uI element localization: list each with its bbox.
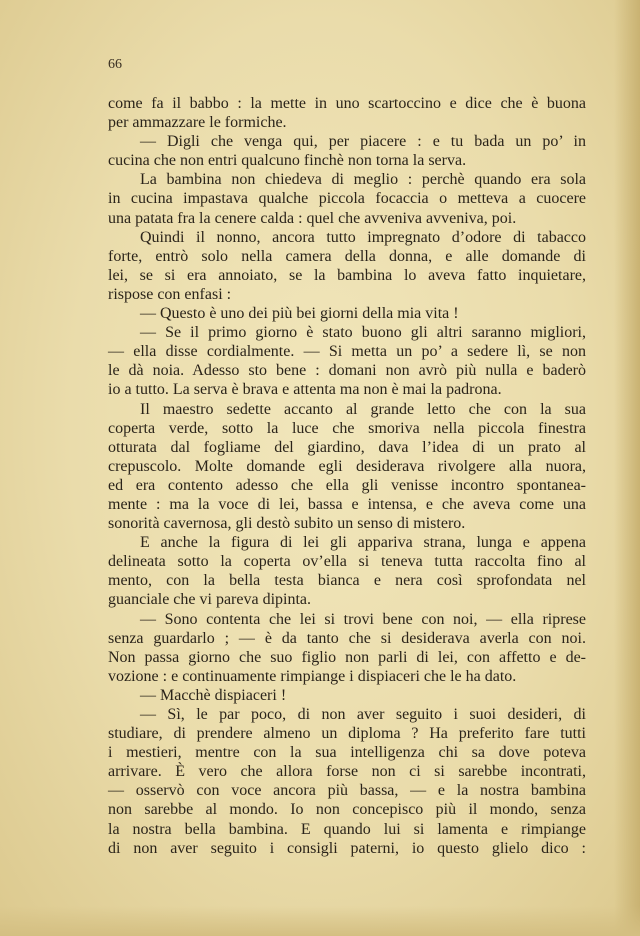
page-number: 66: [108, 57, 122, 72]
text-line: delineata sotto la coperta ov’ella si teneva tutta raccolta fino al: [108, 553, 586, 571]
text-line: — ella disse cordialmente. — Si metta un po’ a sedere lì, se non: [108, 343, 586, 361]
text-line: di non aver seguito i consigli paterni, io questo glielo dico :: [108, 839, 586, 857]
text-line: — Sono contenta che lei si trovi bene con noi, — ella riprese: [140, 610, 586, 628]
text-line: crepuscolo. Molte domande egli desiderava rivolgere alla nuora,: [108, 457, 586, 475]
text-line: la nostra bella bambina. E quando lui si lamenta e rimpiange: [108, 820, 586, 838]
text-line: una patata fra la cenere calda : quel che avveniva avveniva, poi.: [108, 209, 517, 227]
text-line: otturata dal fogliame del giardino, dava l’idea di un prato al: [108, 438, 586, 456]
text-line: sonorità cavernosa, gli destò subito un senso di mistero.: [108, 515, 466, 533]
text-line: le dà noia. Adesso sto bene : domani non avrò più nulla e baderò: [108, 362, 586, 380]
text-line: rispose con enfasi :: [108, 285, 232, 303]
page-edge-shadow: [614, 0, 640, 936]
text-line: forte, entrò solo nella camera della donna, e alle domande di: [108, 247, 586, 265]
text-line: lei, se si era annoiato, se la bambina lo aveva fatto inquietare,: [108, 266, 586, 284]
text-line: studiare, di prendere almeno un diploma ? Ha preferito fare tutti: [108, 725, 586, 743]
text-line: Quindi il nonno, ancora tutto impregnato d’odore di tabacco: [140, 228, 586, 246]
text-line: coperta verde, sotto la luce che smoriva nella piccola finestra: [108, 419, 586, 437]
text-line: in cucina impastava qualche piccola focaccia o metteva a cuocere: [108, 190, 586, 208]
text-line: mento, con la bella testa bianca e nera così sprofondata nel: [108, 572, 586, 590]
text-line: — Macchè dispiaceri !: [140, 686, 287, 704]
text-line: come fa il babbo : la mette in uno scartoccino e dice che è buona: [108, 95, 586, 112]
text-line: La bambina non chiedeva di meglio : perchè quando era sola: [140, 171, 586, 189]
text-line: ed era contento adesso che ella gli venisse incontro spontanea-: [108, 476, 586, 494]
body-text: [108, 94, 586, 858]
text-line: i mestieri, mentre con la sua intelligenza chi sa dove poteva: [108, 744, 586, 762]
text-line: senza guardarlo ; — è da tanto che si desiderava averla con noi.: [108, 629, 586, 647]
text-line: E anche la figura di lei gli appariva strana, lunga e appena: [140, 534, 586, 552]
text-line: — Questo è uno dei più bei giorni della mia vita !: [140, 305, 459, 323]
text-line: — Sì, le par poco, di non aver seguito i suoi desideri, di: [140, 706, 586, 723]
text-line: — Se il primo giorno è stato buono gli altri saranno migliori,: [140, 324, 586, 342]
text-line: Non passa giorno che suo figlio non parli di lei, con affetto e de-: [108, 648, 586, 666]
text-line: cucina che non entri qualcuno finchè non torna la serva.: [108, 152, 467, 170]
text-line: guanciale che vi pareva dipinta.: [108, 591, 312, 609]
text-line: io a tutto. La serva è brava e attenta ma non è mai la padrona.: [108, 381, 502, 399]
text-line: Il maestro sedette accanto al grande letto che con la sua: [140, 400, 586, 418]
text-line: non sarebbe al mondo. Io non concepisco più il mondo, senza: [108, 801, 586, 819]
page-bottom-shadow: [0, 906, 640, 936]
text-line: vozione : e continuamente rimpiange i dispiaceri che le ha dato.: [108, 667, 517, 685]
text-line: arrivare. È vero che allora forse non ci si sarebbe incontrati,: [108, 763, 586, 781]
text-line: — Digli che venga qui, per piacere : e tu bada un po’ in: [140, 133, 586, 151]
text-line: — osservò con voce ancora più bassa, — e la nostra bambina: [108, 782, 586, 800]
text-line: per ammazzare le formiche.: [108, 114, 287, 132]
text-line: mente : ma la voce di lei, bassa e intensa, e che aveva come una: [108, 495, 586, 513]
